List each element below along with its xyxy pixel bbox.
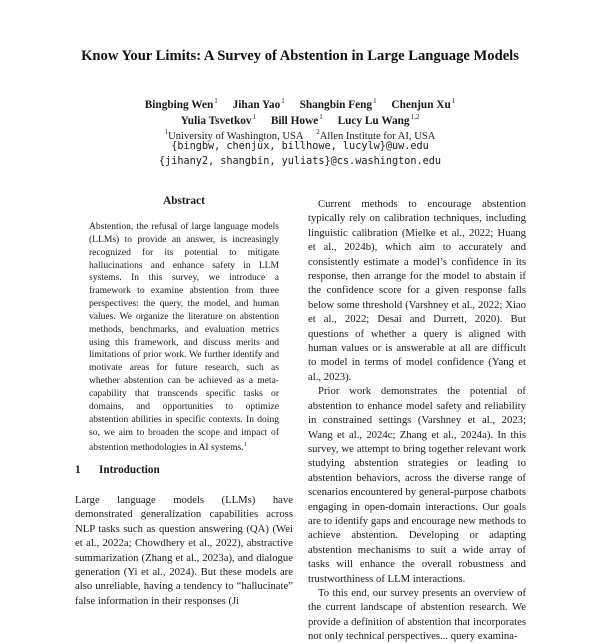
author: Bill Howe$^1$: [270, 113, 323, 127]
author: Shangbin Feng$^1$: [299, 97, 377, 111]
author-block: [0, 93, 600, 169]
author: Chenjun Xu$^1$: [391, 97, 456, 111]
abstract-text: Abstention, the refusal of large language models (LLMs) to provide an answer, is increasingly recognized for its potential to mitigate hallucinations and enhance safety in LLM systems. In this survey, we introduce a framework to examine abstention from three perspectives: the query, the model, and human values. We organize the literature on abstention methods, benchmarks, and evaluation metrics using this framework, and discuss merits and limitations of prior work. We further identify and motivate areas for future research, such as whether abstention can be achieved as a meta-capability that transcends specific tasks or domains, and opportunities to optimize abstention abilities in specific contexts. In doing so, we aim to broaden the scope and impact of abstention methodologies in AI systems.$^1$: [89, 221, 279, 454]
paragraph: To this end, our survey presents an overview of the current landscape of abstention research. We provide a definition of abstention that incorporates not only technical perspectives... query examina-: [308, 586, 526, 643]
affiliation: $^1$University of Washington, USA: [164, 128, 304, 142]
right-column-text: [308, 197, 526, 644]
paragraph: Current methods to encourage abstention typically rely on calibration techniques, including linguistic calibration (Mielke et al., 2022; Huang et al., 2024b), which aim to accurately and consistently estimate a model’s confidence in its response, then arrange for the model to abstain if the confidence score for a given response falls below some threshold (Varshney et al., 2022; Xiao et al., 2022; Desai and Durrett, 2020). But questions of whether a query is aligned with human values or is answerable at all are difficult to model in terms of model confidence (Yang et al., 2023).: [308, 198, 526, 383]
author-line-2: [0, 109, 600, 125]
author: Bingbing Wen$^1$: [144, 97, 218, 111]
email-line: {jihany2, shangbin, yuliats}@cs.washington.edu: [158, 155, 442, 167]
paragraph: Prior work demonstrates the potential of abstention to enhance model safety and reliability in constrained settings (Varshney et al., 2023; Wang et al., 2024c; Zhang et al., 2024a). In this survey, we attempt to bring together relevant work studying abstention strategies or leading to abstention behaviors, across the diverse range of scenarios encountered by general-purpose chatbots engaging in open-domain interactions. Our goals are to identify gaps and encourage new methods to achieve abstention. Developing or adapting abstention mechanisms to suit a wide array of tasks will enhance the overall robustness and trustworthiness of LLM interactions.: [308, 385, 526, 585]
abstract-heading: Abstract: [163, 195, 205, 207]
affiliation: $^2$Allen Institute for AI, USA: [316, 128, 436, 142]
author: Jihan Yao$^1$: [232, 97, 285, 111]
footnote-marker: 1: [243, 442, 247, 449]
affiliations: [0, 125, 600, 140]
email-line: {bingbw, chenjux, billhowe, lucylw}@uw.edu: [171, 141, 429, 152]
section-number: 1: [75, 464, 81, 476]
section-heading: [75, 464, 160, 476]
introduction-text: Large language models (LLMs) have demonstrated generalization capabilities across NLP tasks such as question answering (QA) (Wei et al., 2022a; Chowdhery et al., 2022), abstractive summarization (Zhang et al., 2023a), and dialogue generation (Yi et al., 2024). But these models are also unreliable, having a tendency to “hallucinate” false information in their responses (Ji: [75, 494, 293, 607]
section-title: Introduction: [99, 464, 160, 476]
paper-title: Know Your Limits: A Survey of Abstention in Large Language Models: [81, 48, 519, 64]
author: Yulia Tsvetkov$^1$: [180, 113, 257, 127]
author-line-1: [0, 93, 600, 109]
author: Lucy Lu Wang$^{1,2}$: [337, 113, 420, 127]
